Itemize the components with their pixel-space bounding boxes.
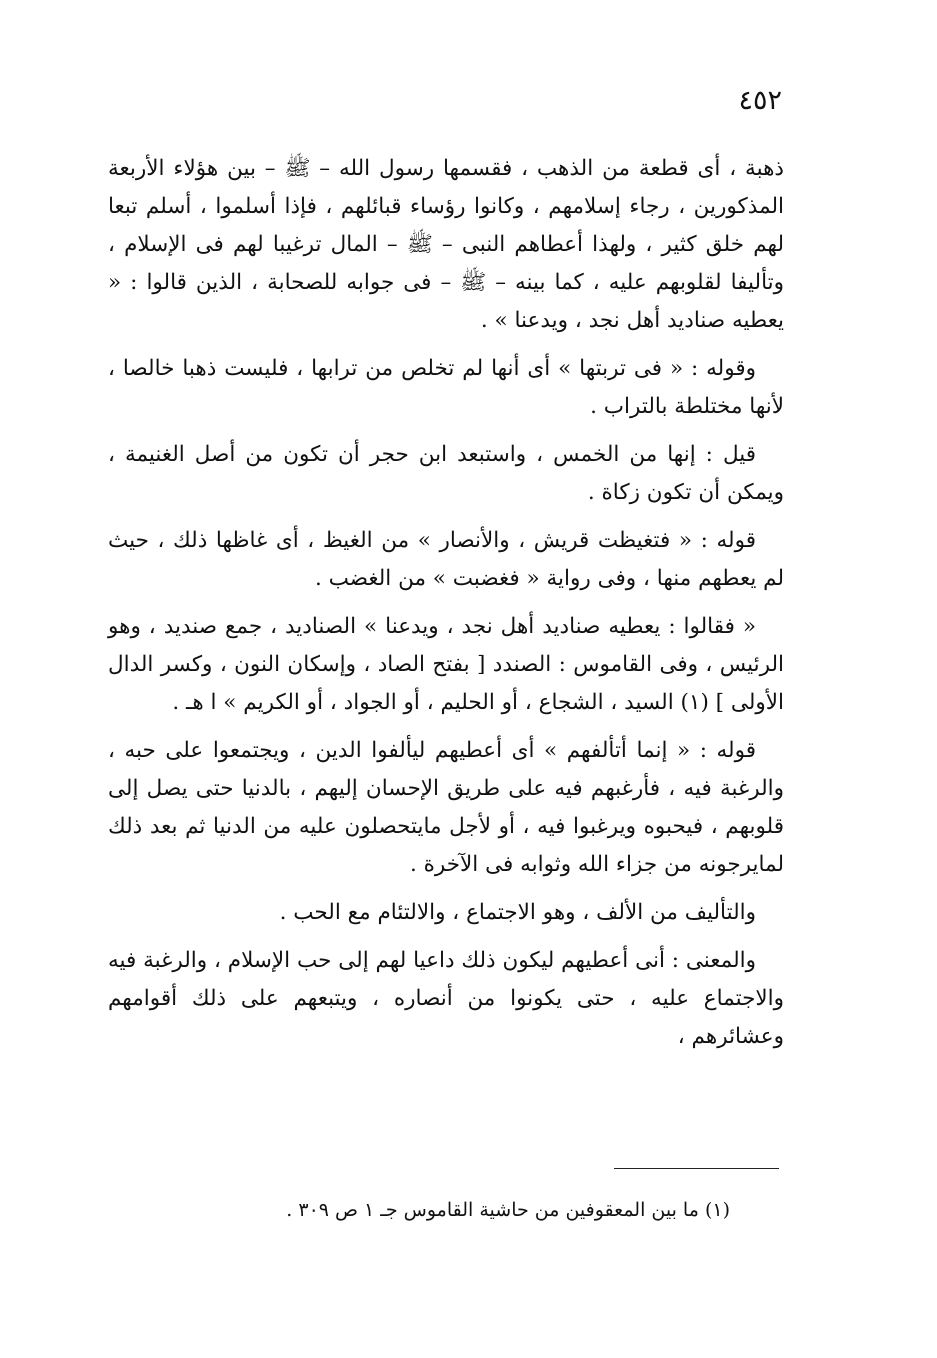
page-number: ٤٥٢ — [738, 85, 782, 116]
paragraph: والمعنى : أنى أعطيهم ليكون ذلك داعيا لهم إلى حب الإسلام ، والرغبة فيه والاجتماع عليه ، حتى يكونوا من أنصاره ، ويتبعهم على ذلك أقوامهم وعشائرهم ، — [108, 948, 784, 1049]
paragraph: ذهبة ، أى قطعة من الذهب ، فقسمها رسول الله – ﷺ – بين هؤلاء الأربعة المذكورين ، رجاء إسلامهم ، وكانوا رؤساء قبائلهم ، فإذا أسلموا ، أسلم تبعا لهم خلق كثير ، ولهذا أعطاهم النبى – ﷺ – المال ترغيبا لهم فى الإسلام ، وتأليفا لقلوبهم عليه ، كما بينه – ﷺ – فى جوابه للصحابة ، الذين قالوا : « يعطيه صناديد أهل نجد ، ويدعنا » . — [108, 156, 784, 333]
footnote: (١) ما بين المعقوفين من حاشية القاموس جـ ١ ص ٣٠٩ . — [286, 1199, 730, 1221]
paragraph: « فقالوا : يعطيه صناديد أهل نجد ، ويدعنا » الصناديد ، جمع صنديد ، وهو الرئيس ، وفى القاموس : الصندد [ بفتح الصاد ، وإسكان النون ، وكسر الدال الأولى ] (١) السيد ، الشجاع ، أو الحليم ، أو الجواد ، أو الكريم » ا هـ . — [108, 614, 784, 715]
paragraph: قوله : « فتغيظت قريش ، والأنصار » من الغيظ ، أى غاظها ذلك ، حيث لم يعطهم منها ، وفى رواية « فغضبت » من الغضب . — [108, 528, 784, 591]
footnote-divider — [614, 1168, 779, 1169]
paragraph: وقوله : « فى تربتها » أى أنها لم تخلص من ترابها ، فليست ذهبا خالصا ، لأنها مختلطة بالتراب . — [108, 356, 784, 419]
paragraph: قيل : إنها من الخمس ، واستبعد ابن حجر أن تكون من أصل الغنيمة ، ويمكن أن تكون زكاة . — [108, 442, 784, 505]
paragraph: قوله : « إنما أتألفهم » أى أعطيهم ليألفوا الدين ، ويجتمعوا على حبه ، والرغبة فيه ، فأرغبهم فيه على طريق الإحسان إليهم ، بالدنيا حتى يصل إلى قلوبهم ، فيحبوه ويرغبوا فيه ، أو لأجل مايتحصلون عليه من الدنيا ثم بعد ذلك لمايرجونه من جزاء الله وثوابه فى الآخرة . — [108, 738, 784, 877]
paragraph: والتأليف من الألف ، وهو الاجتماع ، والالتئام مع الحب . — [279, 900, 756, 925]
body-text — [108, 150, 784, 1066]
